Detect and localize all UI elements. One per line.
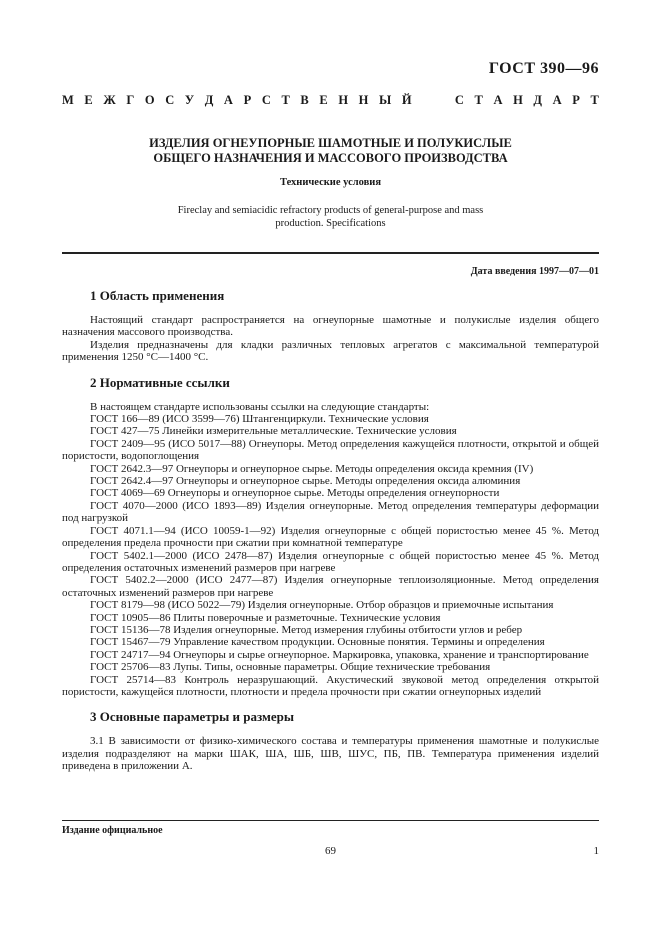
- reference-item: ГОСТ 25706—83 Лупы. Типы, основные параметры. Общие технические требования: [90, 661, 491, 674]
- reference-item: ГОСТ 15136—78 Изделия огнеупорные. Метод измерения глубины отбитости углов и ребер: [90, 623, 523, 636]
- section-3-heading: 3 Основные параметры и размеры: [90, 709, 295, 725]
- reference-item: ГОСТ 4071.1—94 (ИСО 10059-1—92) Изделия огнеупорные с общей пористостью менее 45 %. Метод определения предела прочности при сжатии при комнатной температуре: [62, 524, 599, 550]
- title-line-2: ОБЩЕГО НАЗНАЧЕНИЯ И МАССОВОГО ПРОИЗВОДСТВА: [153, 151, 508, 165]
- reference-item: ГОСТ 4069—69 Огнеупоры и огнеупорное сырье. Методы определения огнеупорности: [90, 487, 500, 500]
- section-1-heading: 1 Область применения: [90, 288, 225, 303]
- page-sequence: 1: [593, 845, 599, 857]
- header-divider: [62, 252, 599, 254]
- section-1-paragraph-1: Настоящий стандарт распространяется на огнеупорные шамотные и полукислые изделия общего назначения массового производства.: [62, 314, 599, 339]
- reference-item: ГОСТ 25714—83 Контроль неразрушающий. Акустический звуковой метод определения открытой пористости, кажущейся плотности, плотности и предела прочности при сжатии огнеупорных изделий: [62, 673, 599, 698]
- reference-item: ГОСТ 2642.4—97 Огнеупоры и огнеупорное сырье. Методы определения оксида алюминия: [90, 475, 521, 488]
- interstate-standard-banner: М Е Ж Г О С У Д А Р С Т В Е Н Н Ы Й С Т А Н Д А Р Т: [62, 93, 599, 107]
- reference-item: ГОСТ 24717—94 Огнеупоры и сырье огнеупорное. Маркировка, упаковка, хранение и транспортирование: [90, 648, 589, 661]
- reference-item: ГОСТ 10905—86 Плиты поверочные и разметочные. Технические условия: [90, 611, 441, 624]
- official-edition-label: Издание официальное: [62, 825, 163, 836]
- section-2-heading: 2 Нормативные ссылки: [90, 374, 230, 390]
- section-2-intro: В настоящем стандарте использованы ссылки на следующие стандарты:: [90, 400, 430, 413]
- page-number: 69: [325, 845, 336, 857]
- english-title-line-2: production. Specifications: [275, 218, 386, 229]
- reference-item: ГОСТ 15467—79 Управление качеством продукции. Основные понятия. Термины и определения: [90, 636, 545, 649]
- introduction-date: Дата введения 1997—07—01: [470, 266, 599, 277]
- reference-item: ГОСТ 427—75 Линейки измерительные металлические. Технические условия: [90, 425, 457, 438]
- reference-item: ГОСТ 2409—95 (ИСО 5017—88) Огнеупоры. Метод определения кажущейся плотности, открытой и общей пористости, водопоглощения: [62, 437, 599, 463]
- document-subtitle: Технические условия: [279, 177, 382, 188]
- footer-divider: [62, 820, 599, 821]
- reference-item: ГОСТ 4070—2000 (ИСО 1893—89) Изделия огнеупорные. Метод определения температуры деформации под нагрузкой: [62, 499, 599, 525]
- section-3-paragraph-1: 3.1 В зависимости от физико-химического состава и температуры применения шамотные и полукислые изделия подразделяют на марки ШАК, ША, ШБ, ШВ, ШУС, ПБ, ПВ. Температура применения изделий приведена в приложении А.: [62, 735, 599, 773]
- reference-item: ГОСТ 5402.2—2000 (ИСО 2477—87) Изделия огнеупорные теплоизоляционные. Метод определения остаточных изменений размеров при нагреве: [62, 574, 599, 599]
- normative-references-list: [62, 413, 599, 698]
- title-line-1: ИЗДЕЛИЯ ОГНЕУПОРНЫЕ ШАМОТНЫЕ И ПОЛУКИСЛЫЕ: [149, 136, 512, 150]
- reference-item: ГОСТ 166—89 (ИСО 3599—76) Штангенциркули. Технические условия: [90, 413, 429, 426]
- standard-number: ГОСТ 390—96: [488, 60, 599, 77]
- english-title-line-1: Fireclay and semiacidic refractory products of general-purpose and mass: [177, 205, 484, 216]
- english-title: [62, 204, 599, 230]
- reference-item: ГОСТ 5402.1—2000 (ИСО 2478—87) Изделия огнеупорные с общей пористостью менее 45 %. Метод определения остаточных изменений размеров при нагреве: [62, 549, 599, 574]
- document-body: [62, 287, 599, 773]
- document-title: [62, 136, 599, 166]
- section-1-paragraph-2: Изделия предназначены для кладки различных тепловых агрегатов с максимальной температурой применения 1250 °С—1400 °С.: [62, 338, 599, 364]
- reference-item: ГОСТ 2642.3—97 Огнеупоры и огнеупорное сырье. Методы определения оксида кремния (IV): [90, 462, 534, 475]
- reference-item: ГОСТ 8179—98 (ИСО 5022—79) Изделия огнеупорные. Отбор образцов и приемочные испытания: [90, 599, 554, 612]
